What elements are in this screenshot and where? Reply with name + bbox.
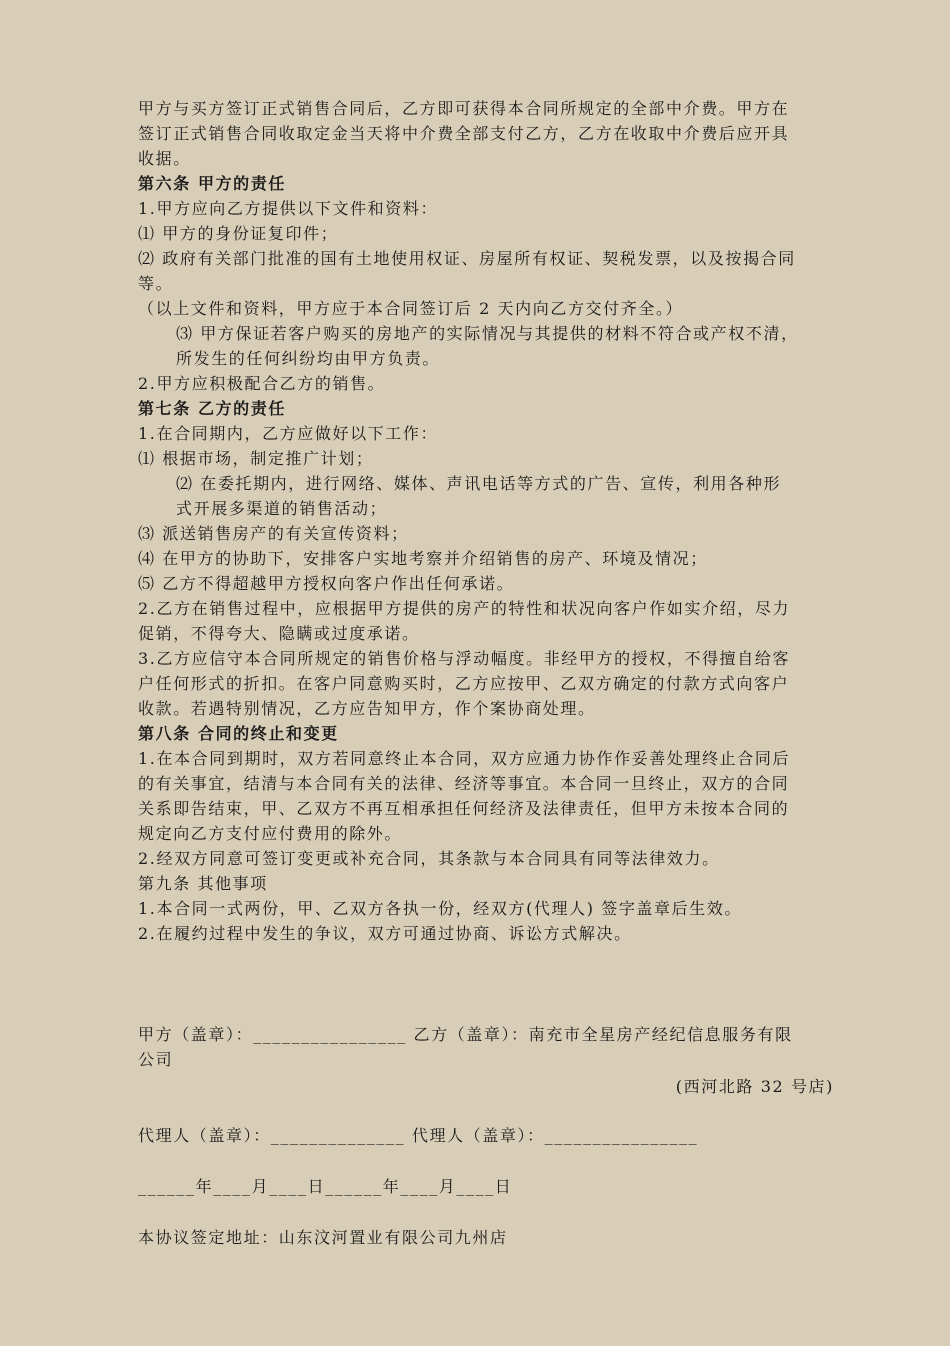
contract-line: 2.乙方在销售过程中，应根据甲方提供的房产的特性和状况向客户作如实介绍，尽力 <box>138 599 791 618</box>
branch-note: (西河北路 32 号店) <box>675 1077 834 1096</box>
contract-line: 等。 <box>138 274 174 293</box>
contract-line: 2.甲方应积极配合乙方的销售。 <box>138 374 386 393</box>
contract-line: ⑶ 甲方保证若客户购买的房地产的实际情况与其提供的材料不符合或产权不清， <box>176 324 799 343</box>
signing-address: 本协议签定地址：山东汶河置业有限公司九州店 <box>138 1228 508 1247</box>
section-heading: 第八条 合同的终止和变更 <box>138 724 339 743</box>
contract-line: 户任何形式的折扣。在客户同意购买时，乙方应按甲、乙双方确定的付款方式向客户 <box>138 674 790 693</box>
contract-line: ⑷ 在甲方的协助下，安排客户实地考察并介绍销售的房产、环境及情况； <box>138 549 708 568</box>
signature-block <box>138 1022 860 1250</box>
contract-line: ⑴ 根据市场，制定推广计划； <box>138 449 374 468</box>
contract-line: 的有关事宜，结清与本合同有关的法律、经济等事宜。本合同一旦终止，双方的合同 <box>138 774 790 793</box>
contract-line: 3.乙方应信守本合同所规定的销售价格与浮动幅度。非经甲方的授权，不得擅自给客 <box>138 649 791 668</box>
contract-line: （以上文件和资料，甲方应于本合同签订后 2 天内向乙方交付齐全。） <box>138 299 684 318</box>
agent-signature-line: 代理人（盖章）：______________ 代理人（盖章）：________________ <box>138 1126 699 1145</box>
contract-line: ⑵ 政府有关部门批准的国有土地使用权证、房屋所有权证、契税发票，以及按揭合同 <box>138 249 796 268</box>
contract-line: 1.在合同期内，乙方应做好以下工作： <box>138 424 439 443</box>
contract-line: 促销，不得夸大、隐瞒或过度承诺。 <box>138 624 420 643</box>
contract-line: 关系即告结束，甲、乙双方不再互相承担任何经济及法律责任，但甲方未按本合同的 <box>138 799 790 818</box>
party-signature-line: 甲方（盖章）：________________ 乙方（盖章）：南充市全星房产经纪信息服务有限 <box>138 1025 793 1044</box>
contract-line: ⑵ 在委托期内，进行网络、媒体、声讯电话等方式的广告、宣传，利用各种形 <box>176 474 782 493</box>
party-signature-line-cont: 公司 <box>138 1050 174 1069</box>
contract-line: 2.在履约过程中发生的争议，双方可通过协商、诉讼方式解决。 <box>138 924 632 943</box>
contract-page <box>138 96 860 1247</box>
section-heading: 第六条 甲方的责任 <box>138 174 286 193</box>
contract-line: 收据。 <box>138 149 191 168</box>
contract-line: 1.甲方应向乙方提供以下文件和资料： <box>138 199 439 218</box>
contract-line: 2.经双方同意可签订变更或补充合同，其条款与本合同具有同等法律效力。 <box>138 849 720 868</box>
contract-line: 1.在本合同到期时，双方若同意终止本合同，双方应通力协作作妥善处理终止合同后 <box>138 749 791 768</box>
contract-line: ⑸ 乙方不得超越甲方授权向客户作出任何承诺。 <box>138 574 515 593</box>
contract-line: 第九条 其他事项 <box>138 874 268 893</box>
contract-line: 式开展多渠道的销售活动； <box>176 499 388 518</box>
contract-line: 规定向乙方支付应付费用的除外。 <box>138 824 403 843</box>
contract-line: 收款。若遇特别情况，乙方应告知甲方，作个案协商处理。 <box>138 699 596 718</box>
section-heading: 第七条 乙方的责任 <box>138 399 286 418</box>
contract-line: 1.本合同一式两份，甲、乙双方各执一份，经双方(代理人) 签字盖章后生效。 <box>138 899 743 918</box>
contract-line: 签订正式销售合同收取定金当天将中介费全部支付乙方，乙方在收取中介费后应开具 <box>138 124 790 143</box>
date-line: ______年____月____日______年____月____日 <box>138 1177 513 1196</box>
contract-line: 甲方与买方签订正式销售合同后，乙方即可获得本合同所规定的全部中介费。甲方在 <box>138 99 790 118</box>
contract-body <box>138 96 860 946</box>
contract-line: ⑶ 派送销售房产的有关宣传资料； <box>138 524 409 543</box>
contract-line: 所发生的任何纠纷均由甲方负责。 <box>176 349 441 368</box>
contract-line: ⑴ 甲方的身份证复印件； <box>138 224 339 243</box>
